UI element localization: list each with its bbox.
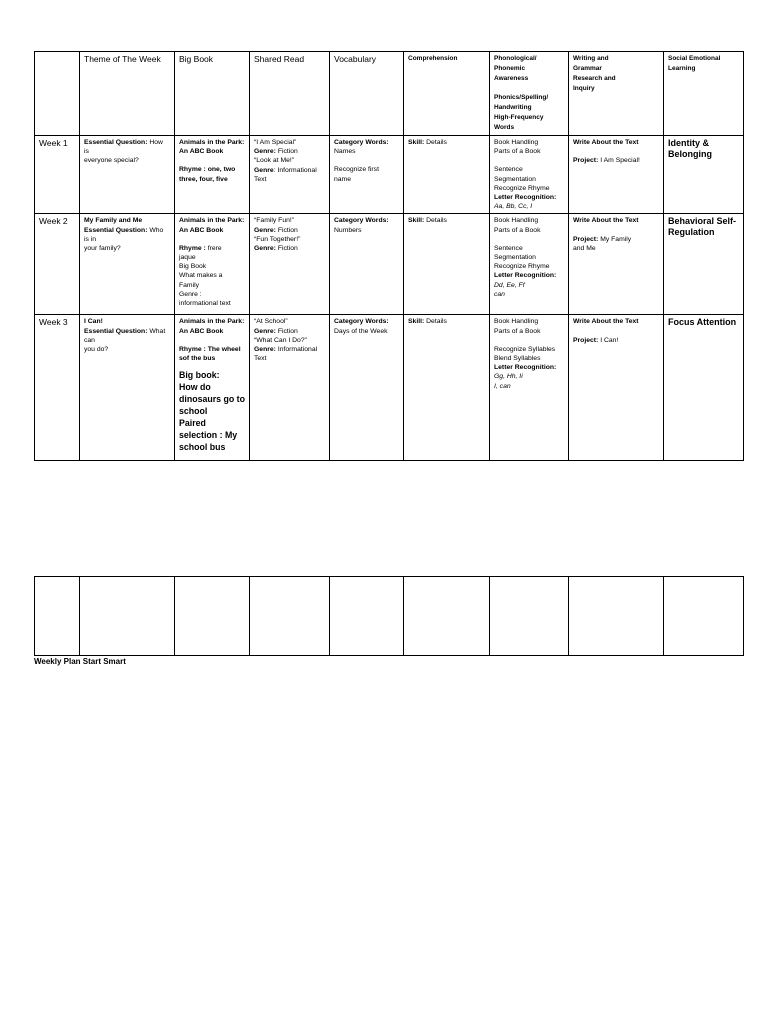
theme-cell: My Family and Me Essential Question: Who is in your family?	[80, 214, 175, 315]
writing-cell: Write About the Text Project: My Family and Me	[569, 214, 664, 315]
big-book-cell: Animals in the Park: An ABC Book Rhyme : frere jaque Big Book What makes a Family Genre : informational text	[175, 214, 250, 315]
phonological-cell: Book Handling Parts of a Book Sentence Segmentation Recognize Rhyme Letter Recognition: Dd, Ee, Ff can	[490, 214, 569, 315]
header-week-cell	[35, 52, 80, 136]
writing-cell: Write About the Text Project: I Am Special!	[569, 136, 664, 214]
empty-cell	[80, 577, 175, 656]
empty-cell	[569, 577, 664, 656]
week-2-row	[35, 214, 744, 315]
week-label: Week 2	[35, 214, 80, 315]
header-row	[35, 52, 744, 136]
social-emotional-cell: Behavioral Self- Regulation	[664, 214, 744, 315]
header-vocabulary: Vocabulary	[330, 52, 404, 136]
big-book-cell: Animals in the Park: An ABC Book Rhyme : one, two three, four, five	[175, 136, 250, 214]
big-book-cell: Animals in the Park: An ABC Book Rhyme : The wheel sof the bus Big book: How do dinosaurs go to school Paired selection : My school bus	[175, 315, 250, 461]
social-emotional-cell: Focus Attention	[664, 315, 744, 461]
empty-table	[34, 576, 744, 656]
phonological-cell: Book Handling Parts of a Book Recognize Syllables Blend Syllables Letter Recognition: Gg, Hh, Ii I, can	[490, 315, 569, 461]
vocabulary-cell: Category Words: Numbers	[330, 214, 404, 315]
header-writing: Writing and Grammar Research and Inquiry	[569, 52, 664, 136]
header-theme: Theme of The Week	[80, 52, 175, 136]
week-label: Week 3	[35, 315, 80, 461]
shared-read-cell: “I Am Special” Genre: Fiction “Look at Me!” Genre: Informational Text	[250, 136, 330, 214]
empty-cell	[404, 577, 490, 656]
comprehension-cell: Skill: Details	[404, 214, 490, 315]
header-shared-read: Shared Read	[250, 52, 330, 136]
header-big-book: Big Book	[175, 52, 250, 136]
week-3-row	[35, 315, 744, 461]
shared-read-cell: “At School” Genre: Fiction “What Can I Do?” Genre: Informational Text	[250, 315, 330, 461]
empty-cell	[664, 577, 744, 656]
comprehension-cell: Skill: Details	[404, 315, 490, 461]
phonological-cell: Book Handling Parts of a Book Sentence Segmentation Recognize Rhyme Letter Recognition: Aa, Bb, Cc, I	[490, 136, 569, 214]
empty-cell	[250, 577, 330, 656]
social-emotional-cell: Identity & Belonging	[664, 136, 744, 214]
shared-read-cell: “Family Fun!” Genre: Fiction “Fun Together!” Genre: Fiction	[250, 214, 330, 315]
empty-cell	[490, 577, 569, 656]
empty-cell	[35, 577, 80, 656]
comprehension-cell: Skill: Details	[404, 136, 490, 214]
footer-caption: Weekly Plan Start Smart	[34, 657, 126, 666]
weekly-plan-table	[34, 51, 744, 461]
header-phonological: Phonological/ Phonemic Awareness Phonics/Spelling/ Handwriting High-Frequency Words	[490, 52, 569, 136]
empty-cell	[330, 577, 404, 656]
theme-cell: Essential Question: How is everyone special?	[80, 136, 175, 214]
writing-cell: Write About the Text Project: I Can!	[569, 315, 664, 461]
theme-cell: I Can! Essential Question: What can you do?	[80, 315, 175, 461]
week-1-row	[35, 136, 744, 214]
big-book-selection: Big book: How do dinosaurs go to school Paired selection : My school bus	[179, 370, 245, 453]
header-comprehension: Comprehension	[404, 52, 490, 136]
week-label: Week 1	[35, 136, 80, 214]
empty-row	[35, 577, 744, 656]
empty-cell	[175, 577, 250, 656]
vocabulary-cell: Category Words: Names Recognize first name	[330, 136, 404, 214]
vocabulary-cell: Category Words: Days of the Week	[330, 315, 404, 461]
header-social-emotional: Social Emotional Learning	[664, 52, 744, 136]
